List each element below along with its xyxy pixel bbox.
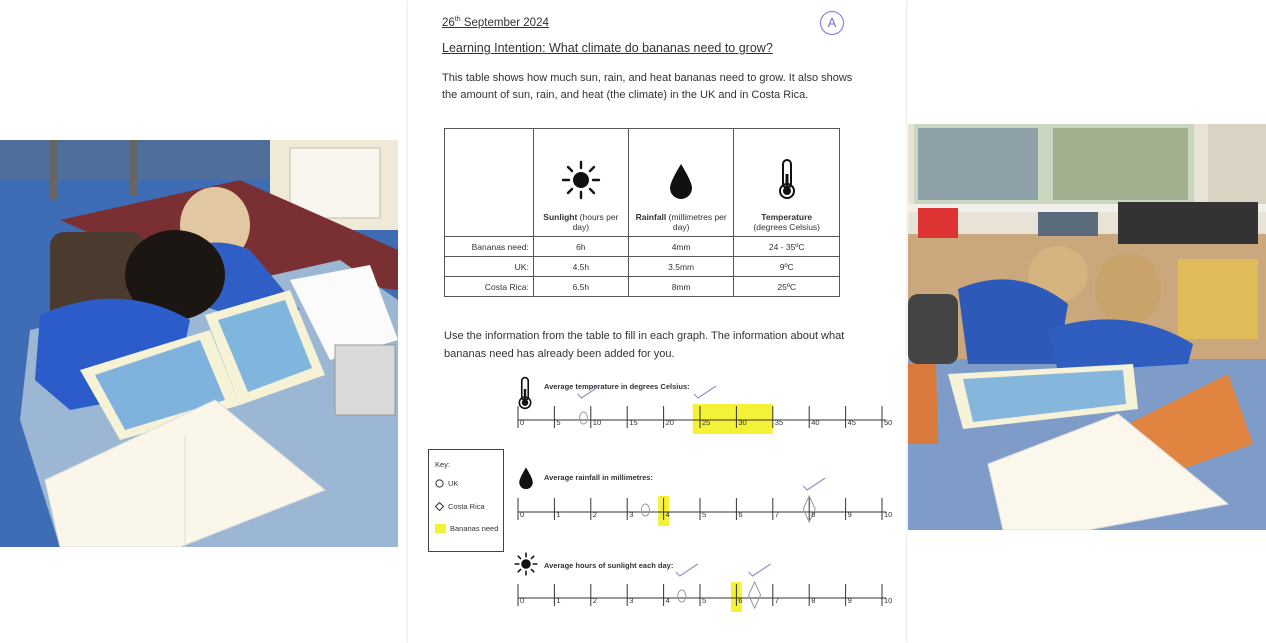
pencil-check-mark xyxy=(676,564,698,576)
circle-symbol-icon xyxy=(435,479,444,488)
numberline-tick-label: 0 xyxy=(520,510,525,519)
numberline-tick-label: 4 xyxy=(665,596,670,605)
cell-temperature: 24 - 35ºC xyxy=(734,237,840,257)
numberline-tick-label: 20 xyxy=(665,418,674,427)
pencil-check-mark xyxy=(749,564,771,576)
numberline-tick-label: 5 xyxy=(702,510,707,519)
key-title: Key: xyxy=(435,460,451,469)
numberline-tick-label: 6 xyxy=(738,510,743,519)
thermometer-icon xyxy=(776,158,798,200)
numberline-tick-label: 9 xyxy=(847,596,852,605)
cell-sunlight: 6.5h xyxy=(533,277,628,297)
numberline-tick-label: 15 xyxy=(629,418,638,427)
row-label: Bananas need: xyxy=(445,237,534,257)
numberline-title: Average rainfall in millimetres: xyxy=(544,473,653,482)
grade-mark: A xyxy=(820,11,844,35)
row-label: UK: xyxy=(445,257,534,277)
pencil-check-mark xyxy=(578,386,600,398)
climate-table xyxy=(444,128,840,297)
learning-intention: Learning Intention: What climate do bananas need to grow? xyxy=(442,41,773,55)
table-corner-cell xyxy=(445,129,534,237)
numberline-axis xyxy=(512,372,902,442)
classroom-photo-right-illustration xyxy=(908,124,1266,530)
cell-rainfall: 4mm xyxy=(628,237,734,257)
rainfall-header: Rainfall (millimetres per day) xyxy=(628,129,734,237)
numberline-tick-label: 30 xyxy=(738,418,747,427)
sun-icon xyxy=(561,160,601,200)
numberline-tick-label: 7 xyxy=(774,510,779,519)
numberline-tick-label: 7 xyxy=(774,596,779,605)
numberline-tick-label: 2 xyxy=(592,510,597,519)
numberline-title: Average hours of sunlight each day: xyxy=(544,561,674,570)
uk-circle-marker xyxy=(678,590,686,602)
numberline-tick-label: 1 xyxy=(556,596,561,605)
key-bananas-label: Bananas need xyxy=(450,524,499,533)
climate-table-header-row xyxy=(445,129,840,237)
numberline-axis xyxy=(512,550,902,620)
pencil-check-mark xyxy=(803,478,825,490)
key-uk-label: UK xyxy=(448,479,459,488)
pencil-check-mark xyxy=(694,386,716,398)
sunlight-numberline xyxy=(512,550,902,620)
cell-sunlight: 6h xyxy=(533,237,628,257)
uk-circle-marker xyxy=(641,504,649,516)
numberline-tick-label: 0 xyxy=(520,418,525,427)
table-row-bananas xyxy=(445,237,840,257)
worksheet-date: 26th September 2024 xyxy=(442,16,549,29)
key-row-uk xyxy=(435,479,458,488)
temperature-header: Temperature (degrees Celsius) xyxy=(734,129,840,237)
numberline-tick-label: 8 xyxy=(811,596,816,605)
sunlight-header: Sunlight (hours per day) xyxy=(533,129,628,237)
numberline-tick-label: 6 xyxy=(738,596,743,605)
numberline-tick-label: 3 xyxy=(629,596,634,605)
numberline-tick-label: 10 xyxy=(884,596,893,605)
numberline-tick-label: 4 xyxy=(665,510,670,519)
table-row-costa-rica xyxy=(445,277,840,297)
numberline-title: Average temperature in degrees Celsius: xyxy=(544,382,690,391)
temperature-numberline xyxy=(512,372,902,442)
row-label: Costa Rica: xyxy=(445,277,534,297)
classroom-photo-left xyxy=(0,140,398,547)
graph-key xyxy=(428,449,504,552)
key-row-costa-rica xyxy=(435,502,485,511)
numberline-tick-label: 2 xyxy=(592,596,597,605)
numberline-tick-label: 50 xyxy=(884,418,893,427)
highlight-swatch-icon xyxy=(435,524,446,533)
numberline-tick-label: 1 xyxy=(556,510,561,519)
numberline-tick-label: 5 xyxy=(556,418,561,427)
raindrop-icon xyxy=(668,162,694,200)
numberline-tick-label: 25 xyxy=(702,418,711,427)
instructions-text: Use the information from the table to fill in each graph. The information about what bananas need has already been added for you. xyxy=(444,330,845,360)
cell-temperature: 9ºC xyxy=(734,257,840,277)
worksheet xyxy=(408,0,906,643)
numberline-axis xyxy=(512,464,902,534)
intro-text: This table shows how much sun, rain, and heat bananas need to grow. It also shows the amount of sun, rain, and heat (the climate) in the UK and in Costa Rica. xyxy=(442,72,853,102)
diamond-symbol-icon xyxy=(435,502,444,511)
cell-sunlight: 4.5h xyxy=(533,257,628,277)
numberline-tick-label: 10 xyxy=(592,418,602,427)
numberline-tick-label: 3 xyxy=(629,510,634,519)
numberline-tick-label: 10 xyxy=(884,510,893,519)
numberline-tick-label: 35 xyxy=(774,418,784,427)
numberline-tick-label: 5 xyxy=(702,596,707,605)
numberline-tick-label: 0 xyxy=(520,596,525,605)
numberline-tick-label: 45 xyxy=(847,418,856,427)
key-costa-rica-label: Costa Rica xyxy=(448,502,485,511)
classroom-photo-right xyxy=(908,124,1266,530)
uk-circle-marker xyxy=(580,412,588,424)
cell-temperature: 25ºC xyxy=(734,277,840,297)
key-row-bananas xyxy=(435,524,498,533)
cell-rainfall: 8mm xyxy=(628,277,734,297)
numberline-tick-label: 40 xyxy=(811,418,820,427)
rainfall-numberline xyxy=(512,464,902,534)
numberline-tick-label: 8 xyxy=(811,510,816,519)
cell-rainfall: 3.5mm xyxy=(628,257,734,277)
table-row-uk xyxy=(445,257,840,277)
classroom-photo-left-illustration xyxy=(0,140,398,547)
numberline-tick-label: 9 xyxy=(847,510,852,519)
costa-rica-diamond-marker xyxy=(749,582,761,608)
